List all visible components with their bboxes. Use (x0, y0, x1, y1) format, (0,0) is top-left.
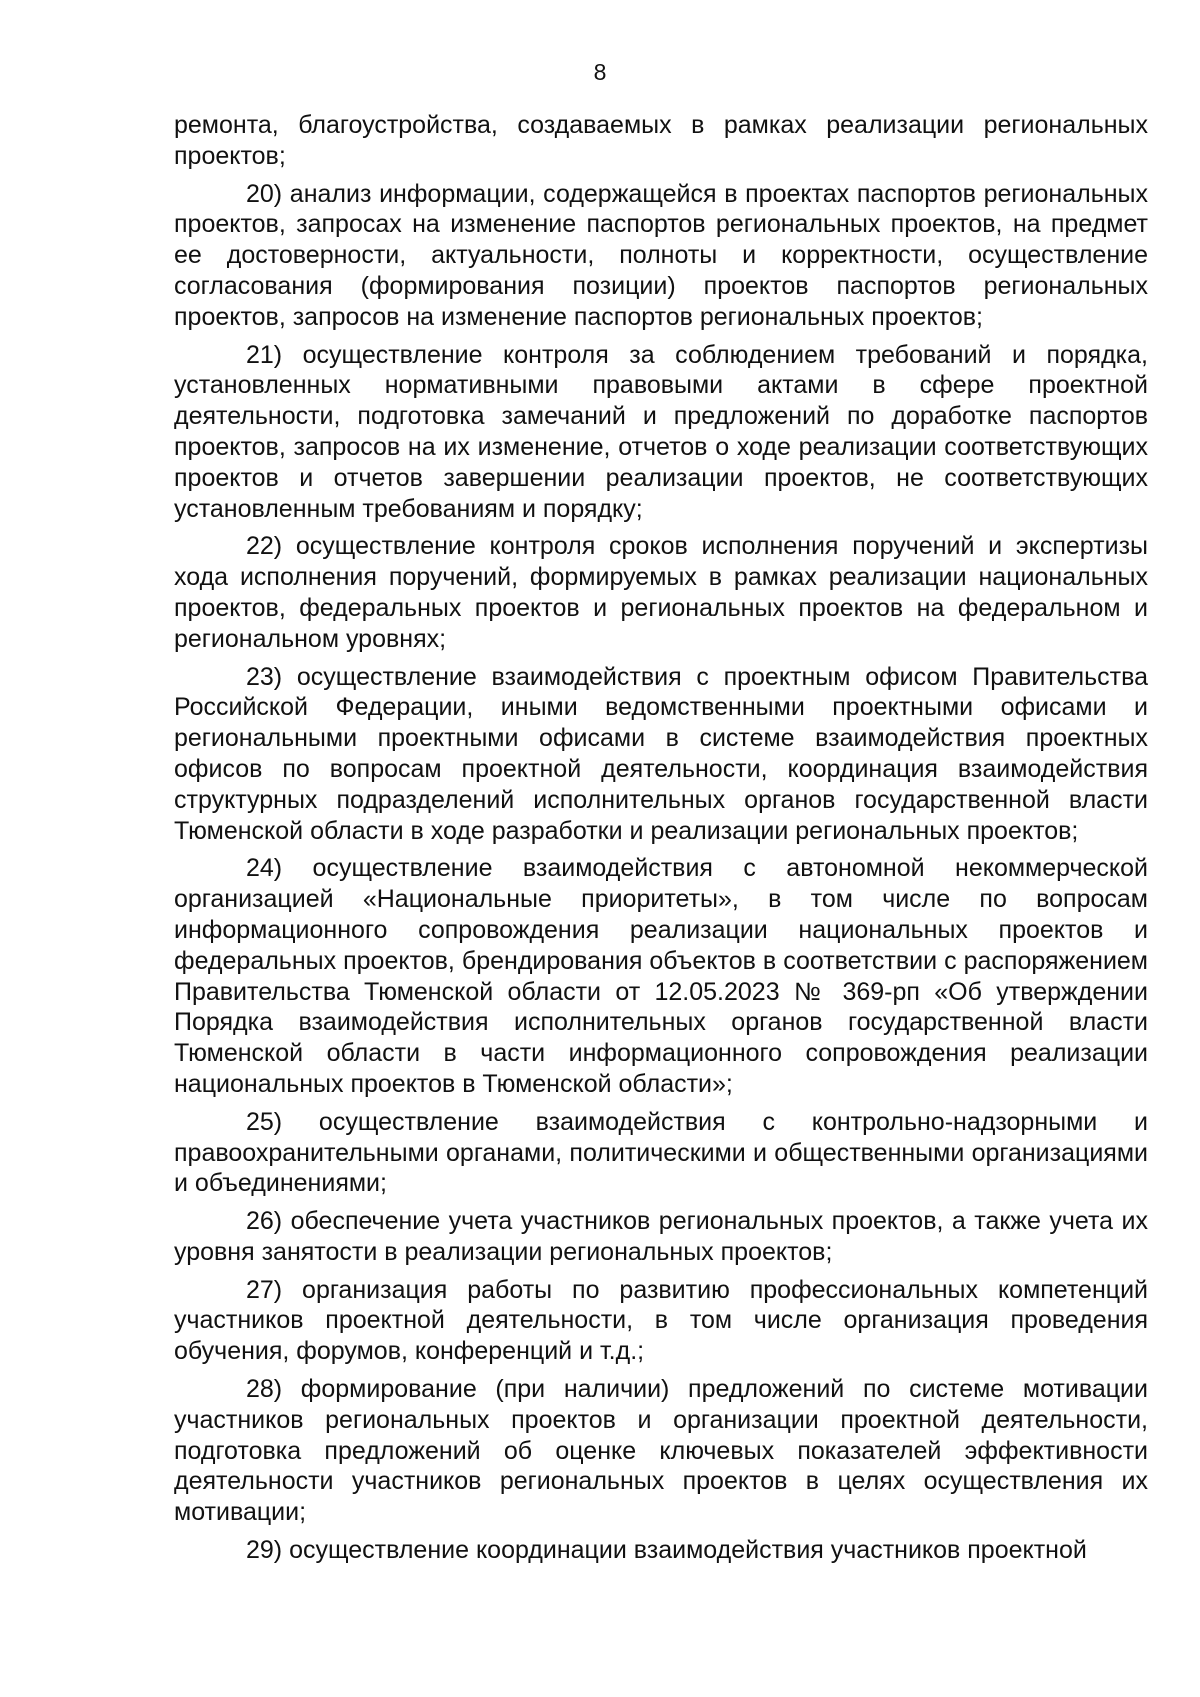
paragraph-item-29: 29) осуществление координации взаимодействия участников проектной (246, 1536, 1087, 1565)
paragraph-continued: ремонта, благоустройства, создаваемых в рамках реализации региональных проектов; (174, 111, 1148, 170)
paragraph-item-21: 21) осуществление контроля за соблюдением требований и порядка, установленных нормативными правовыми актами в сфере проектной деятельности, подготовка замечаний и предложений по доработке паспортов проектов, запросов на их изменение, отчетов о ходе реализации соответствующих проектов и отчетов завершении реализации проектов, не соответствующих установленным требованиям и порядку; (174, 340, 1148, 523)
paragraph-item-26: 26) обеспечение учета участников региональных проектов, а также учета их уровня занятости в реализации региональных проектов; (174, 1207, 1148, 1266)
paragraph-item-20: 20) анализ информации, содержащейся в проектах паспортов региональных проектов, запросах на изменение паспортов региональных проектов, на предмет ее достоверности, актуальности, полноты и корректности, осуществление согласования (формирования позиции) проектов паспортов региональных проектов, запросов на изменение паспортов региональных проектов; (174, 179, 1148, 331)
paragraph-item-25: 25) осуществление взаимодействия с контрольно-надзорными и правоохранительными органами, политическими и общественными организациями и объединениями; (174, 1107, 1148, 1198)
paragraph-item-22: 22) осуществление контроля сроков исполнения поручений и экспертизы хода исполнения поручений, формируемых в рамках реализации национальных проектов, федеральных проектов и региональных проектов на федеральном и региональном уровнях; (174, 532, 1148, 653)
paragraph-item-27: 27) организация работы по развитию профессиональных компетенций участников проектной деятельности, в том числе организация проведения обучения, форумов, конференций и т.д.; (174, 1275, 1148, 1366)
paragraph-item-24: 24) осуществление взаимодействия с автономной некоммерческой организацией «Национальные приоритеты», в том числе по вопросам информационного сопровождения реализации национальных проектов и федеральных проектов, брендирования объектов в соответствии с распоряжением Правительства Тюменской области от 12.05.2023 № 369-рп «Об утверждении Порядка взаимодействия исполнительных органов государственной власти Тюменской области в части информационного сопровождения реализации национальных проектов в Тюменской области»; (174, 854, 1148, 1098)
paragraph-item-28: 28) формирование (при наличии) предложений по системе мотивации участников региональных проектов и организации проектной деятельности, подготовка предложений об оценке ключевых показателей эффективности деятельности участников региональных проектов в целях осуществления их мотивации; (174, 1375, 1148, 1527)
document-body (174, 110, 1148, 1573)
page-number: 8 (593, 59, 607, 85)
paragraph-item-23: 23) осуществление взаимодействия с проектным офисом Правительства Российской Федерации, иными ведомственными проектными офисами и региональными проектными офисами в системе взаимодействия проектных офисов по вопросам проектной деятельности, координация взаимодействия структурных подразделений исполнительных органов государственной власти Тюменской области в ходе разработки и реализации региональных проектов; (174, 662, 1148, 845)
